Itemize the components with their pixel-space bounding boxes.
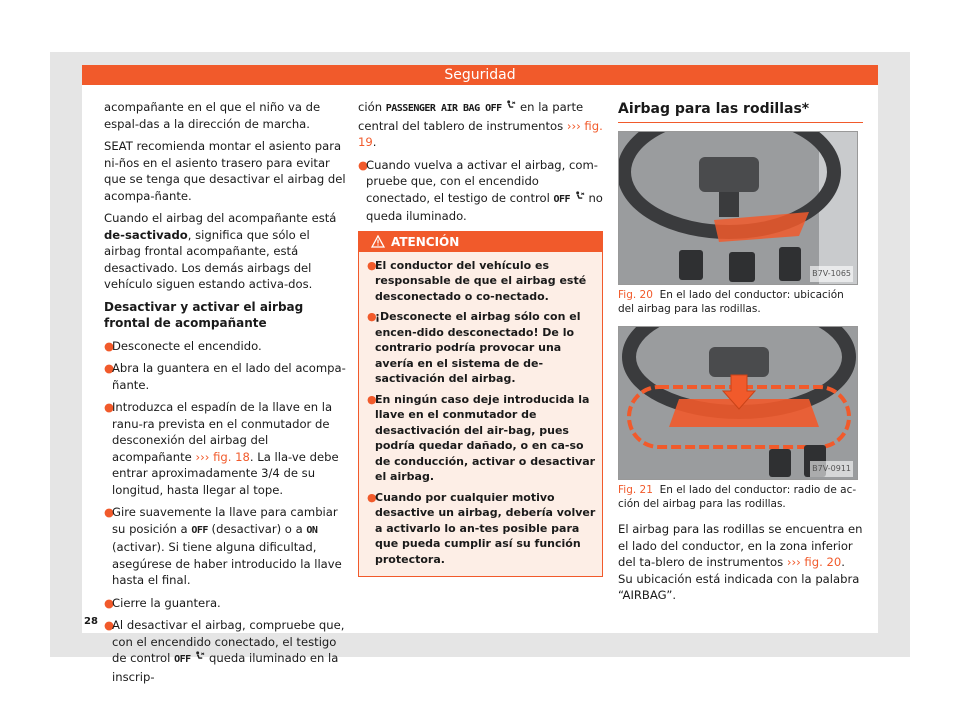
- bullet-icon: ●: [104, 595, 115, 610]
- bullet-icon: ●: [367, 490, 377, 504]
- off-symbol: OFF: [191, 524, 208, 536]
- text: en la parte central del tablero de instrumentos: [358, 100, 584, 133]
- warning-header: [359, 232, 602, 252]
- bold-text: de-sactivado: [104, 227, 188, 242]
- text: Cuando vuelva a activar el airbag, com-pruebe que, con el encendido conectado, el testigo de control: [366, 157, 598, 205]
- bullet-icon: ●: [367, 258, 377, 272]
- text: Cuando el airbag del acompañante está: [104, 211, 337, 225]
- column-2: [358, 99, 603, 577]
- column-1: [104, 99, 349, 691]
- airbag-person-icon: [574, 191, 585, 202]
- figure-21-image: [618, 326, 858, 480]
- list-item: [104, 617, 349, 685]
- section-header: Seguridad: [82, 65, 878, 85]
- fig-20-link[interactable]: ››› fig. 20: [786, 555, 842, 569]
- text: queda iluminado en la inscrip-: [112, 651, 339, 684]
- fig-19-link[interactable]: ››› fig. 19: [358, 118, 603, 149]
- warning-item-text: Cuando por cualquier motivo desactive un airbag, debería volver a activarlo lo an-tes posible para que pueda cumplir así su función protectora.: [375, 490, 596, 566]
- list-item: [104, 360, 349, 393]
- list-item-text: Abra la guantera en el lado del acompa-ñante.: [112, 361, 346, 392]
- warning-item-text: En ningún caso deje introducida la llave en el conmutador de desactivación del air-bag, pues podría quedar dañado, o en ca-so de conducción, activar o desactivar el airbag.: [375, 392, 596, 483]
- off-symbol: OFF: [553, 193, 571, 205]
- warning-title: ATENCIÓN: [391, 234, 460, 249]
- warning-item: [367, 490, 596, 568]
- paragraph: [618, 521, 863, 604]
- warning-item: [367, 392, 596, 485]
- column-3: [618, 99, 863, 610]
- warning-item: [367, 309, 596, 387]
- paragraph: [358, 99, 603, 151]
- bullet-icon: ●: [104, 338, 115, 353]
- text: Gire suavemente la llave para cambiar su posición a: [112, 505, 338, 536]
- on-symbol: ON: [306, 524, 318, 536]
- section-title: Airbag para las rodillas*: [618, 99, 863, 123]
- text: , significa que sólo el airbag frontal acompañante, está desactivado. Los demás airbags del vehículo siguen estando activa-dos.: [104, 227, 313, 291]
- knee-airbag-location-illustration: [619, 132, 858, 285]
- list-item-text: Desconecte el encendido.: [112, 338, 262, 353]
- text: Al desactivar el airbag, compruebe que, con el encendido conectado, el testigo de control: [112, 618, 345, 665]
- list-item: [104, 338, 349, 355]
- figure-20-image: [618, 131, 858, 285]
- bullet-icon: ●: [104, 505, 115, 519]
- list-item: [358, 157, 603, 225]
- text: Introduzca el espadín de la llave en la ranu-ra prevista en el conmutador de desconexión del airbag del acompañante: [112, 400, 333, 464]
- paragraph: [104, 210, 349, 293]
- bullet-icon: ●: [104, 400, 115, 414]
- text: .: [372, 135, 377, 149]
- text: El airbag para las rodillas se encuentra en el lado del conductor, en la zona inferior del ta-blero de instrumentos: [618, 522, 863, 569]
- airbag-person-icon: [505, 100, 516, 111]
- warning-item-text: ¡Desconecte el airbag sólo con el encen-dido desconectado! De lo contrario podría provocar una avería en el sistema de de-sactivación del airbag.: [375, 310, 581, 385]
- fig-18-link[interactable]: ››› fig. 18: [195, 449, 250, 464]
- warning-body: [359, 252, 602, 577]
- text: no queda iluminado.: [366, 190, 603, 223]
- list-item: [104, 595, 349, 612]
- warning-triangle-icon: [371, 235, 385, 248]
- text: . La lla-ve debe entrar aproximadamente 3/4 de su longitud, hasta llegar al tope.: [112, 449, 339, 497]
- list-item-text: Cierre la guantera.: [112, 595, 221, 610]
- bullet-icon: ●: [104, 361, 115, 375]
- warning-box: [358, 231, 603, 578]
- list-item: [104, 399, 349, 498]
- paragraph: acompañante en el que el niño va de espal-das a la dirección de marcha.: [104, 100, 321, 131]
- text: (desactivar) o a: [207, 521, 307, 536]
- caption-text: En el lado del conductor: ubicación del airbag para las rodillas.: [618, 289, 844, 315]
- bullet-icon: ●: [358, 157, 369, 172]
- airbag-person-icon: [194, 651, 205, 662]
- manual-page: [82, 65, 878, 684]
- figure-code: B7V-0911: [810, 461, 853, 478]
- warning-item-text: El conductor del vehículo es responsable de que el airbag esté desconectado o co-nectado.: [375, 258, 587, 303]
- text: ción: [358, 100, 386, 114]
- list-item-text: [112, 617, 349, 685]
- page-number: 28: [84, 616, 98, 627]
- figure-20-caption: [618, 288, 863, 316]
- figure-label: Fig. 21: [618, 484, 653, 496]
- bullet-icon: ●: [104, 618, 115, 632]
- bullet-icon: ●: [367, 310, 377, 323]
- list-item-text: [112, 504, 349, 589]
- list-item-text: [112, 399, 349, 498]
- caption-text: En el lado del conductor: radio de ac-ción del airbag para las rodillas.: [618, 484, 857, 510]
- list-item-text: [366, 157, 603, 225]
- paragraph: SEAT recomienda montar el asiento para ni-ños en el asiento trasero para evitar que se tenga que desactivar el airbag del acompa-ñante.: [104, 139, 346, 203]
- off-symbol: OFF: [174, 654, 191, 665]
- text: (activar). Si tiene alguna dificultad, asegúrese de haber introducido la llave hasta el final.: [112, 540, 342, 587]
- list-item: [104, 504, 349, 589]
- text: . Su ubicación está indicada con la palabra “AIRBAG”.: [618, 555, 860, 602]
- warning-item: [367, 258, 596, 305]
- passenger-airbag-off-symbol: PASSENGER AIR BAG OFF: [385, 103, 502, 114]
- subtitle: Desactivar y activar el airbag frontal de acompañante: [104, 299, 304, 330]
- figure-21-caption: [618, 483, 863, 511]
- figure-code: B7V-1065: [810, 266, 853, 283]
- bullet-icon: ●: [367, 392, 377, 406]
- figure-label: Fig. 20: [618, 289, 653, 301]
- knee-airbag-range-illustration: [619, 327, 858, 480]
